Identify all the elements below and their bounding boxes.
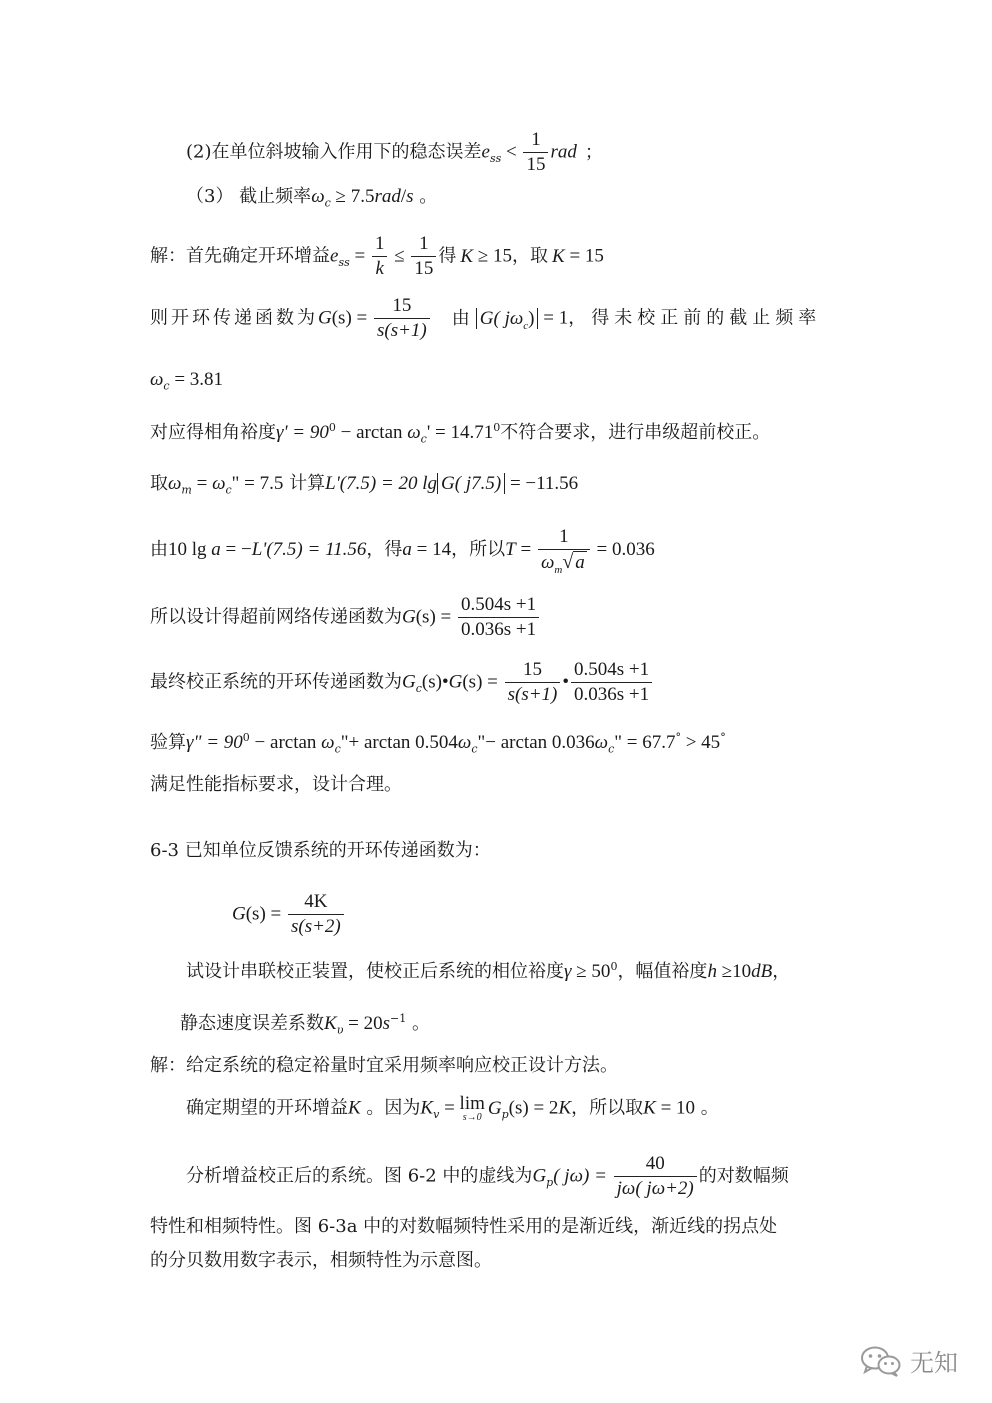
text: 。因为 [360, 1097, 421, 1119]
math: = 0.036 [591, 539, 655, 560]
numerator: 15 [505, 658, 561, 683]
math-sup: ° [675, 731, 681, 744]
text: 所以设计得超前网络传递函数为 [150, 606, 402, 628]
math: G [402, 671, 416, 693]
math-sub: m [554, 563, 563, 576]
math: e [481, 141, 490, 163]
math: T [505, 539, 516, 560]
fraction [458, 593, 539, 642]
text: 则开环传递函数为 [150, 307, 318, 329]
math: e [330, 245, 339, 267]
fraction [571, 658, 652, 707]
math: ω [212, 473, 226, 494]
math-sub: v [433, 1108, 440, 1122]
text: 取 [150, 473, 168, 494]
text: 6-3 已知单位反馈系统的开环传递函数为： [150, 840, 491, 861]
math: G [318, 307, 332, 329]
math-sub: υ [336, 1023, 344, 1037]
section-heading [150, 842, 491, 860]
math: K [420, 1097, 434, 1119]
math: ω [457, 732, 472, 753]
text: ，得未校正前的截止频率 [568, 307, 822, 329]
math: dB [751, 961, 773, 982]
math: K [558, 1097, 572, 1119]
math: ≥10 [716, 961, 752, 982]
math: = [515, 539, 536, 560]
math: a [211, 539, 221, 560]
math: > 45 [680, 732, 721, 753]
math: (s) = [331, 307, 372, 329]
math: 10 lg [168, 539, 212, 560]
math: = 1 [538, 307, 569, 329]
text: 解：给定系统的稳定裕量时宜采用频率响应校正设计方法。 [150, 1055, 618, 1076]
math: ≥ 15 [473, 245, 513, 267]
fraction [411, 232, 436, 281]
math: "− arctan 0.036 [477, 732, 595, 753]
limit-op: lim [459, 1093, 485, 1114]
math-sub: c [471, 742, 478, 756]
math-sup: 0 [242, 731, 250, 744]
text: ，得 [366, 539, 403, 560]
math: < [501, 141, 522, 163]
fraction [288, 890, 344, 939]
math: K [324, 1013, 337, 1034]
math: G [402, 606, 416, 628]
text-line [150, 294, 821, 343]
math: (s) = 2 [508, 1097, 559, 1119]
text: 确定期望的开环增益 [186, 1097, 348, 1119]
math: = 10 [655, 1097, 696, 1119]
math: − arctan [249, 732, 322, 753]
text-line [186, 186, 438, 210]
math: G( jω [479, 307, 524, 329]
text-line [186, 1094, 719, 1123]
math: ≤ [389, 245, 410, 267]
math-sub: c [523, 319, 529, 332]
text: (2)在单位斜坡输入作用下的稳态误差 [186, 141, 482, 163]
fraction [372, 232, 388, 281]
math: ω [311, 186, 325, 207]
text-line [150, 1218, 777, 1236]
text: （3） 截止频率 [186, 186, 312, 207]
math: = 20 [343, 1013, 383, 1034]
math: rad [550, 141, 577, 163]
math: " = 67.7 [614, 732, 676, 753]
math-sub: ss [489, 152, 502, 166]
text-line [186, 128, 603, 177]
text-line [150, 776, 402, 794]
math: G [532, 1165, 547, 1187]
watermark-text: 无知 [910, 1349, 958, 1377]
math: ) [528, 307, 535, 329]
denominator: jω( jω+2) [616, 1178, 694, 1199]
math-sup: 0 [493, 421, 501, 434]
math: L'(7.5) = 20 lg [325, 473, 438, 494]
math: K [348, 1097, 361, 1119]
limit [460, 1094, 485, 1123]
math: ' = 14.71 [426, 422, 494, 443]
math: a [575, 552, 585, 573]
text: 解：首先确定开环增益 [150, 245, 330, 267]
math: G [487, 1097, 502, 1119]
denominator: k [375, 258, 384, 279]
math: = 3.81 [169, 369, 224, 390]
text-line [150, 1057, 618, 1075]
math: = [191, 473, 213, 494]
math: s [406, 186, 414, 207]
math: γ" = 90 [186, 732, 243, 753]
text: 静态速度误差系数 [180, 1013, 324, 1034]
math: γ [564, 961, 572, 982]
math-sup: ° [720, 731, 726, 744]
math: G [448, 671, 463, 693]
text: 的对数幅频 [698, 1165, 789, 1187]
text: ，所以 [451, 539, 506, 560]
text: 满足性能指标要求，设计合理。 [150, 774, 402, 795]
denominator: 15 [526, 154, 546, 175]
math: = 14 [411, 539, 452, 560]
text: ，所以取 [571, 1097, 644, 1119]
text-line [232, 890, 346, 939]
abs-value [476, 307, 539, 332]
text: 分析增益校正后的系统。图 6-2 中的虚线为 [186, 1165, 533, 1187]
abs-value: G( j7.5) [437, 473, 505, 494]
math: rad [374, 186, 401, 207]
math: = − [220, 539, 252, 560]
text-line [180, 1012, 430, 1037]
text-line [150, 232, 604, 281]
math-sup: 0 [328, 421, 336, 434]
text: ， [772, 961, 791, 982]
numerator: 0.504s +1 [458, 593, 539, 618]
math: (s)• [421, 671, 449, 693]
limit-sub: s→0 [462, 1112, 482, 1123]
text-line [150, 731, 726, 756]
math: K [552, 245, 565, 267]
text-line [150, 658, 654, 707]
fraction [538, 525, 590, 575]
numerator: 1 [538, 525, 590, 550]
math: ω [150, 369, 164, 390]
math: ≥ 7.5 [330, 186, 375, 207]
math: = −11.56 [505, 473, 579, 494]
math: ω [594, 732, 609, 753]
text-line [150, 421, 771, 446]
text: ，幅值裕度 [617, 961, 708, 982]
fraction [505, 658, 561, 707]
math-sup: 0 [610, 960, 618, 973]
math-sub: c [225, 483, 232, 497]
numerator: 1 [411, 232, 436, 257]
text: 由 [150, 539, 168, 560]
math-sub: c [163, 379, 170, 393]
math: = [349, 245, 370, 267]
math: • [562, 671, 570, 693]
numerator: 1 [372, 232, 388, 257]
math: − arctan [335, 422, 408, 443]
math: a [402, 539, 412, 560]
math-sup: −1 [390, 1012, 407, 1025]
text-line [186, 962, 790, 981]
numerator: 1 [523, 128, 548, 153]
numerator: 15 [374, 294, 430, 319]
numerator: 40 [614, 1152, 697, 1177]
text: 验算 [150, 732, 186, 753]
text-line [150, 473, 579, 497]
watermark [860, 1343, 958, 1378]
text-line [150, 593, 541, 642]
text: 。 [695, 1097, 719, 1119]
math: (s) = [415, 606, 456, 628]
math: ≥ 50 [571, 961, 611, 982]
numerator: 0.504s +1 [571, 658, 652, 683]
text: ，取 [512, 245, 549, 267]
fraction [523, 128, 548, 177]
denominator: s(s+1) [377, 320, 427, 341]
math: ω [168, 473, 182, 494]
text: 特性和相频特性。图 6-3a 中的对数幅频特性采用的是渐近线，渐近线的拐点处 [150, 1216, 778, 1237]
text: 。 [413, 186, 438, 207]
math-sub: c [415, 682, 422, 696]
denominator: 0.036s +1 [574, 684, 650, 705]
math: K [460, 245, 474, 267]
denominator: s(s+2) [291, 916, 341, 937]
text-line [186, 1152, 789, 1201]
math-sub: c [608, 742, 615, 756]
math: s [382, 1013, 390, 1034]
text: 由 [451, 307, 470, 329]
text-line [150, 525, 655, 575]
text: 的分贝数用数字表示，相频特性为示意图。 [150, 1250, 492, 1271]
denominator: 15 [414, 258, 434, 279]
text-line [150, 1252, 492, 1270]
numerator: 4K [288, 890, 344, 915]
text: 计算 [283, 473, 326, 494]
math: γ' = 90 [276, 422, 329, 443]
math-sub: c [334, 742, 341, 756]
math: L'(7.5) = 11.56 [251, 539, 367, 560]
text-line [150, 369, 224, 393]
math: ω [407, 422, 421, 443]
math: = 15 [564, 245, 604, 267]
text: 对应得相角裕度 [150, 422, 276, 443]
math: ω [321, 732, 335, 753]
math: = [439, 1097, 460, 1119]
wechat-icon [860, 1345, 902, 1377]
denominator: 0.036s +1 [461, 619, 537, 640]
text: 得 [438, 245, 457, 267]
math: K [643, 1097, 656, 1119]
denominator: $\omega_m√$ a [540, 551, 585, 576]
math: (s) = [245, 903, 286, 925]
math: ( jω) = [553, 1165, 612, 1187]
math: / [400, 186, 407, 207]
text: 。 [406, 1013, 430, 1034]
fraction [374, 294, 430, 343]
math: " = 7.5 [231, 473, 284, 494]
math-sub: p [546, 1176, 554, 1190]
text: 最终校正系统的开环传递函数为 [150, 671, 402, 693]
math-sub: ss [338, 256, 350, 270]
math-sub: m [181, 483, 192, 497]
math: ω [540, 552, 555, 573]
fraction [614, 1152, 697, 1201]
math: G [232, 903, 246, 925]
math: h [707, 961, 717, 982]
math: (s) = [462, 671, 503, 693]
denominator: s(s+1) [507, 684, 558, 705]
math-sub: p [501, 1108, 509, 1122]
math-sub: c [324, 196, 331, 210]
text: 试设计串联校正装置，使校正后系统的相位裕度 [186, 961, 564, 982]
text: 不符合要求，进行串级超前校正。 [500, 422, 771, 443]
text: ； [584, 141, 603, 163]
math: "+ arctan 0.504 [340, 732, 458, 753]
math-sub: c [420, 432, 427, 446]
